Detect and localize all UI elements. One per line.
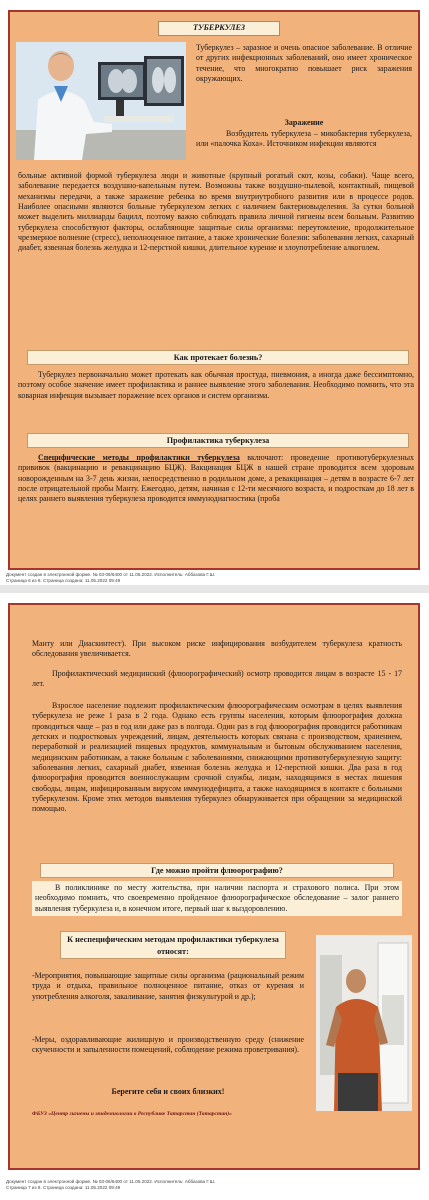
measure-1: -Мероприятия, повышающие защитные силы организма (рациональный режим труда и отдыха, правильное полноценное питание, отказ от курения и употребления алкоголя, закаливание, занятия физкультурой и др.); — [32, 971, 304, 1001]
course-text: Туберкулез первоначально может протекать как обычная простуда, пневмония, а иногда даже бессимптомно, поэтому особое значение имеет профилактика и раннее выявление этого заболевания. Необходимо помнить, что эта коварная инфекция вызывает поражение всех органов и систем организма. — [18, 370, 414, 400]
infection-text: больные активной формой туберкулеза люди и животные (крупный рогатый скот, козы, собаки). Чаще всего, заболевание передается воздушно-капельным путем. Возможны также воздушно-пылевой, контактный, пищевой механизмы передачи, а также заражение ребенка во время внутриутробного развития или в процессе родов. Наиболее опасными являются больные туберкулезом легких с наличием бактериовыделения. За сутки больной может выделить миллиарды бацилл, поэтому важно соблюдать правила личной гигиены всем больным. Развитию туберкулеза способствуют факторы, ослабляющие защитные силы организма: переутомление, продолжительное чрезмерное волнение (стресс), неполноценное питание, а также хронические болезни: заболевания легких, сахарный диабет, язвенная болезнь желудка и 12-перстной кишки, длительное курение и злоупотребление алкоголем. — [18, 171, 414, 253]
page-1 — [0, 0, 429, 585]
p2-paragraph-1: Манту или Диаскинтест). При высоком риске инфицирования возбудителем туберкулеза кратность обследования увеличивается. — [32, 639, 402, 659]
fluorography-image — [316, 935, 412, 1111]
course-heading: Как протекает болезнь? — [27, 350, 409, 365]
footer-page-1 — [6, 572, 215, 584]
p2-paragraph-2: Профилактический медицинский (флюорографический) осмотр проводится лицам в возрасте 15 - 17 лет. — [32, 669, 402, 689]
measure-2: -Меры, оздоравливающие жилищную и производственную среду (снижение скученности и запыленности помещений, соблюдение режима проветривания). — [32, 1035, 304, 1055]
closing-slogan: Берегите себя и своих близких! — [111, 1087, 225, 1096]
prevention-heading: Профилактика туберкулеза — [27, 433, 409, 448]
footer-page-2 — [6, 1179, 215, 1191]
page-2 — [0, 593, 429, 1200]
infection-heading: Заражение — [284, 118, 324, 127]
where-text: В поликлинике по месту жительства, при наличии паспорта и страхового полиса. При этом необходимо помнить, что своевременно пройденное флюорографическое обследование – залог раннего выявления туберкулеза и, в конечном итоге, первый шаг к выздоровлению. — [32, 881, 402, 916]
footer-line-2: Страница 6 из 8. Страница создана: 11.05.2022 09:49 — [6, 578, 121, 583]
infection-text-side: Возбудитель туберкулеза – микобактерия туберкулеза, или «палочка Коха». Источником инфекции являются — [196, 129, 412, 149]
nonspecific-heading — [60, 931, 286, 959]
footer-line-2: Страница 7 из 8. Страница создана: 11.05.2022 09:49 — [6, 1185, 121, 1190]
leaflet-title: ТУБЕРКУЛЕЗ — [158, 21, 280, 36]
intro-paragraph: Туберкулез – заразное и очень опасное заболевание. В отличие от других инфекционных заболеваний, оно имеет хроническое течение, что многократно повышает риск заражения окружающих. — [196, 43, 412, 84]
where-heading: Где можно пройти флюорографию? — [40, 863, 394, 878]
prevention-text — [18, 453, 414, 505]
prevention-body: включают: проведение противотуберкулезных прививок (вакцинацию и ревакцинацию БЦЖ). Вакцинация БЦЖ в нашей стране проводится всем здоровым новорожденным на 3-7 день жизни, непосредственно в родильном доме, а ревакцинация – детям в возрасте 6-7 лет после отрицательной пробы Манту. Ежегодно, детям, начиная с 12-ти месячного возраста, и подросткам до 18 лет в целях раннего выявления туберкулеза проводится иммунодиагностика (проба — [18, 453, 414, 504]
footer-line-1: Документ создан в электронной форме. № 03-06/6400 от 11.05.2022. Исполнитель: Аббазова Г.Ш. — [6, 572, 216, 577]
leaflet-page-2 — [8, 603, 420, 1170]
prevention-lead: Специфические методы профилактики туберкулеза — [38, 453, 240, 462]
p2-paragraph-3: Взрослое население подлежит профилактическим флюорографическим осмотрам в целях выявления туберкулеза не реже 1 раза в 2 года. Однако есть группы населения, которым флюорография должна проводиться чаще – раз в год или даже раз в полгода. Один раз в год флюорография проводится работникам детских и подростковых учреждений, лицам, деятельность которых связана с производством, хранением, переработкой и реализацией пищевых продуктов, коммунальным и бытовым обслуживанием населения, медицинским работникам, а также больным с заболеваниями, снижающими противотуберкулезную защиту: заболевания легких, сахарный диабет, язвенная болезнь желудка и 12-перстной кишки. Два раза в год флюорография проводится военнослужащим срочной службы, лицам, находящимся в местах лишения свободы, лицам, инфицированным вирусом иммунодефицита, а также находящимся в контакте с больными туберкулезом. Кроме этих методов выявления туберкулез обнаруживается при обращении за медицинской помощью. — [32, 701, 402, 814]
leaflet-page-1 — [8, 10, 420, 570]
doctor-xray-image — [16, 42, 186, 160]
footer-line-1: Документ создан в электронной форме. № 03-06/6400 от 11.05.2022. Исполнитель: Аббазова Г.Ш. — [6, 1179, 216, 1184]
nonspecific-heading-text: К неспецифическим методам профилактики туберкулеза относят: — [67, 935, 279, 956]
source-line: ФБУЗ «Центр гигиены и эпидемиологии в Республике Татарстан (Татарстан)» — [32, 1111, 232, 1117]
